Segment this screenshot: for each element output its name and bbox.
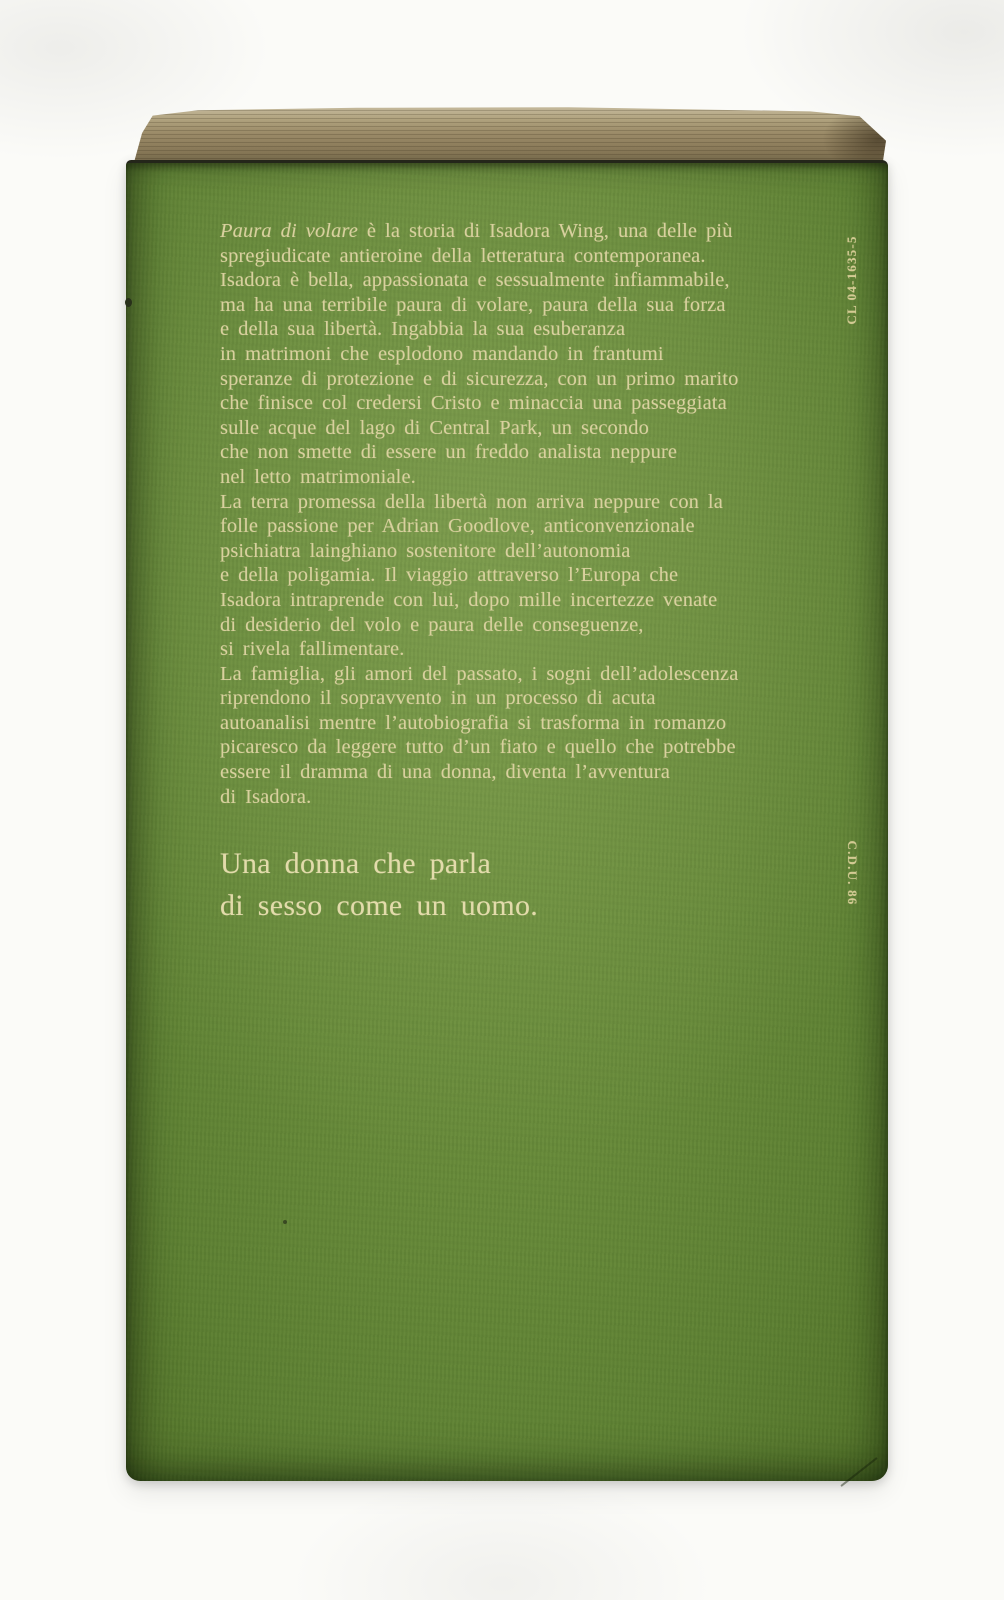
blurb-line: psichiatra lainghiano sostenitore dell’autonomia (220, 539, 631, 562)
blurb-line: che finisce col credersi Cristo e minaccia una passeggiata (220, 392, 727, 415)
tagline (220, 843, 538, 927)
blurb-line: spregiudicate antieroine della letteratura contemporanea. (220, 244, 706, 267)
blurb-line: Isadora è bella, appassionata e sessualmente infiammabile, (220, 269, 730, 292)
catalog-code: CL 04-1635-5 (844, 235, 859, 325)
blurb-line: e della sua libertà. Ingabbia la sua esuberanza (220, 318, 626, 341)
blurb-line: speranze di protezione e di sicurezza, con un primo marito (220, 367, 739, 390)
cdu-code: C.D.U. 86 (845, 840, 860, 906)
page-edges (130, 106, 886, 166)
blurb-text (220, 219, 820, 809)
blurb-line: sulle acque del lago di Central Park, un secondo (220, 416, 649, 439)
cover-blemish (283, 1220, 287, 1224)
blurb-line: La famiglia, gli amori del passato, i sogni dell’adolescenza (220, 662, 739, 685)
back-cover (126, 160, 888, 1481)
blurb-line: essere il dramma di una donna, diventa l’avventura (220, 761, 670, 784)
tagline-line: Una donna che parla (220, 847, 492, 880)
cover-blemish (125, 298, 132, 307)
blurb-line: ma ha una terribile paura di volare, paura della sua forza (220, 293, 726, 316)
blurb-line: di desiderio del volo e paura delle conseguenze, (220, 613, 644, 636)
blurb-line: che non smette di essere un freddo analista neppure (220, 441, 678, 464)
corner-fold (840, 1457, 877, 1487)
blurb-lines (220, 244, 820, 810)
blurb-line: La terra promessa della libertà non arriva neppure con la (220, 490, 723, 513)
blurb-line: picaresco da leggere tutto d’un fiato e quello che potrebbe (220, 736, 736, 759)
blurb-line-first (220, 219, 820, 244)
blurb-line: riprendono il sopravvento in un processo di acuta (220, 687, 656, 710)
tagline-line: di sesso come un uomo. (220, 889, 539, 922)
blurb-first-line-rest: è la storia di Isadora Wing, una delle più (357, 220, 733, 242)
book (126, 106, 888, 1478)
blurb-line: Isadora intraprende con lui, dopo mille incertezze venate (220, 588, 718, 611)
blurb-line: e della poligamia. Il viaggio attraverso l’Europa che (220, 564, 679, 587)
blurb-line: autoanalisi mentre l’autobiografia si trasforma in romanzo (220, 711, 727, 734)
blurb-line: in matrimoni che esplodono mandando in frantumi (220, 342, 664, 365)
blurb-line: folle passione per Adrian Goodlove, anticonvenzionale (220, 515, 695, 538)
blurb-line: di Isadora. (220, 785, 312, 808)
blurb-line: nel letto matrimoniale. (220, 465, 416, 488)
book-title-italic: Paura di volare (220, 220, 358, 242)
blurb-line: si rivela fallimentare. (220, 638, 405, 661)
